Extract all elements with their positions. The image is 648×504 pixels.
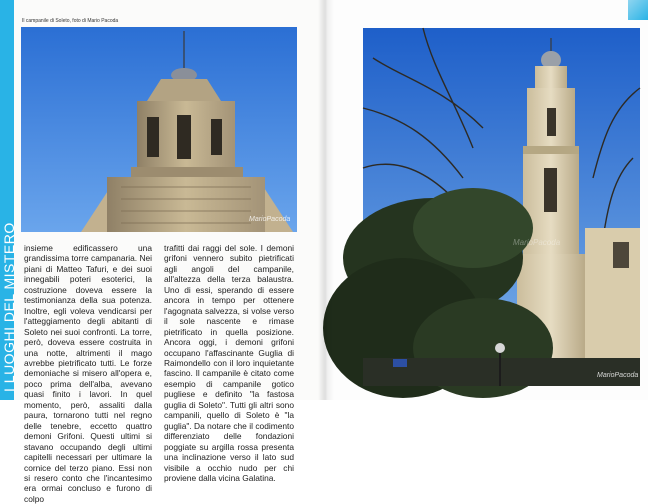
photo-watermark-left: MarioPacoda [249,216,291,223]
bell-tower-photo-right [363,28,640,386]
bell-tower-photo-left [21,27,297,232]
bell-tower-illustration-right [363,28,640,386]
photo-watermark-right-mid: MarioPacoda [513,238,561,247]
text-column-1: insieme edificassero una grandissima torre campanaria. Nei piani di Matteo Tafuri, e dei suoi innegabili poteri esoterici, la costruzione doveva essere la testimonianza della sua potenza. Inoltre, egli voleva vendicarsi per l'atteggiamento degli abitanti di Soleto nei suoi confronti. La torre, però, doveva essere costruita in una notte, altrimenti il mago avrebbe pietrificato tutti. Le forze demoniache si misero all'opera e, poco prima dell'alba, avevano quasi finito i lavori. In quel momento, però, assaliti dalla paura, tornarono tutti nel regno delle tenebre, eccetto quattro demoni Grifoni. Questi ultimi si stavano occupando degli ultimi capitelli necessari per ultimare la cornice del terzo piano. Essi non si resero conto che l'incantesimo era ormai concluso e furono di colpo [24,243,153,504]
page-gutter-shadow [318,0,334,400]
photo-watermark-right-bottom: MarioPacoda [597,372,639,379]
section-label-text: I LUOGHI DEL MISTERO [1,222,17,392]
text-column-2: trafitti dai raggi del sole. I demoni grifoni vennero subito pietrificati agli angoli del campanile, all'altezza della terza balaustra. Uno di essi, sperando di essere ancora in tempo per ottenere l'agognata salvezza, si volse verso il sole nascente e rimase pietrificato in quella posizione. Ancora oggi, i demoni grifoni occupano l'affascinante Guglia di Raimondello con il loro inquietante fascino. Il campanile è citato come esempio di campanile gotico pugliese e definito "la fastosa guglia di Soleto". Tutti gli altri sono campanili, quello di Soleto è "la guglia". Da notare che il codimento differenziato delle fondazioni poggiate su argilla rossa presenta una inclinazione verso il lato sud visibile a occhio nudo per chi proviene dalla vicina Galatina. [164,243,294,483]
section-label [1,222,17,392]
bell-tower-illustration-left [21,27,297,232]
page-corner-accent [628,0,648,20]
photo-caption: Il campanile di Soleto, foto di Mario Pacoda [22,18,119,24]
